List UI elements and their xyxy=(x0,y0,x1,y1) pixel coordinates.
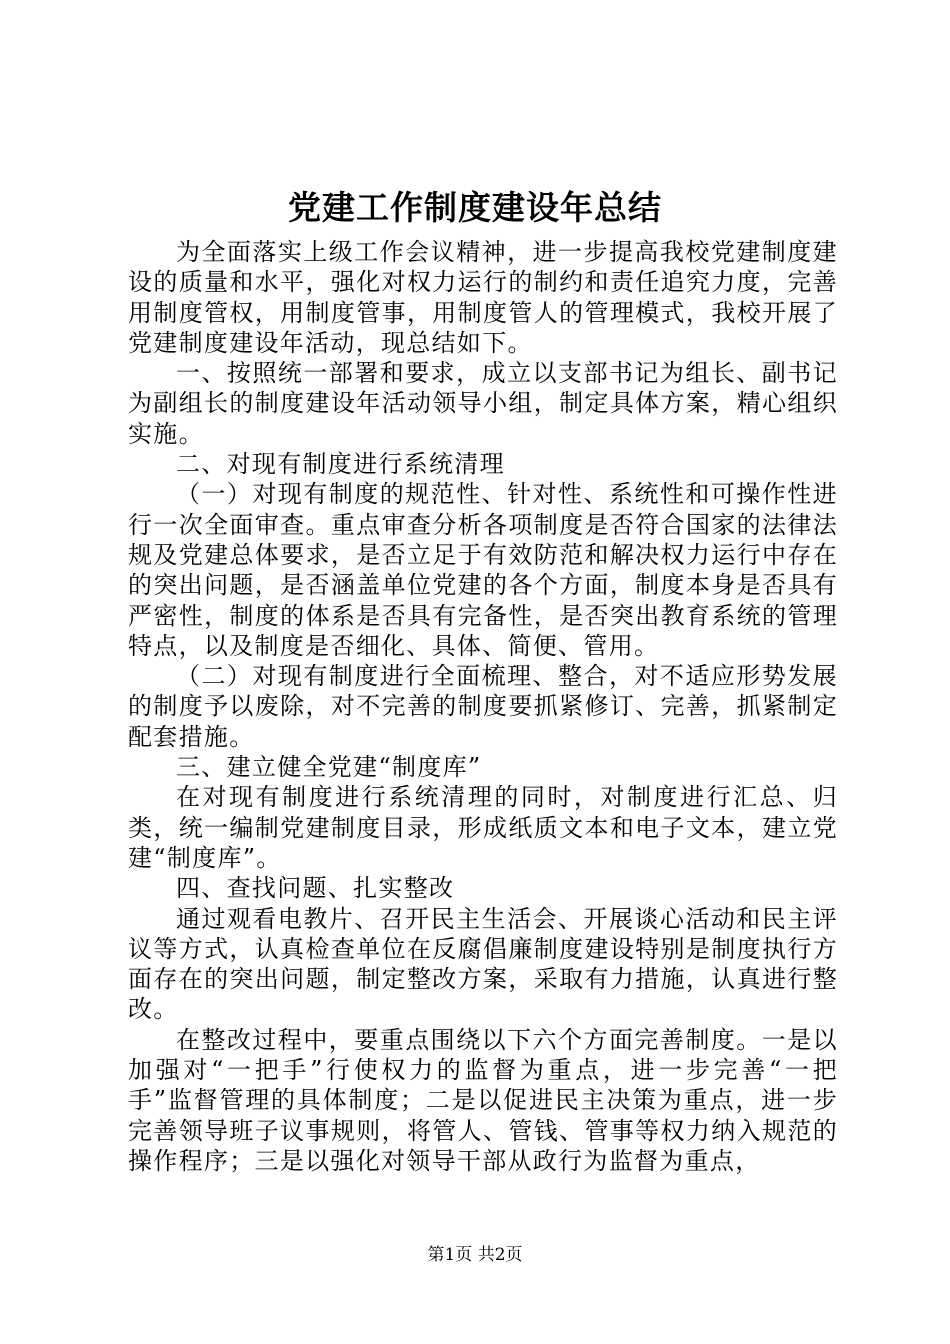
paragraph-section-3: 在对现有制度进行系统清理的同时，对制度进行汇总、归类，统一编制党建制度目录，形成纸质文本和电子文本，建立党建“制度库”。 xyxy=(128,783,838,872)
paragraph-section-4: 通过观看电教片、召开民主生活会、开展谈心活动和民主评议等方式，认真检查单位在反腐倡廉制度建设特别是制度执行方面存在的突出问题，制定整改方案，采取有力措施，认真进行整改。 xyxy=(128,904,838,1024)
section-heading-2: 二、对现有制度进行系统清理 xyxy=(176,450,505,479)
paragraph-subsection-1: （一）对现有制度的规范性、针对性、系统性和可操作性进行一次全面审查。重点审查分析各项制度是否符合国家的法律法规及党建总体要求，是否立足于有效防范和解决权力运行中存在的突出问题，是否涵盖单位党建的各个方面，制度本身是否具有严密性，制度的体系是否具有完备性，是否突出教育系统的管理特点，以及制度是否细化、具体、简便、管用。 xyxy=(128,480,838,660)
paragraph-section-1: 一、按照统一部署和要求，成立以支部书记为组长、副书记为副组长的制度建设年活动领导小组，制定具体方案，精心组织实施。 xyxy=(128,359,838,448)
paragraph-rectification: 在整改过程中，要重点围绕以下六个方面完善制度。一是以加强对“一把手”行使权力的监督为重点，进一步完善“一把手”监督管理的具体制度；二是以促进民主决策为重点，进一步完善领导班子议事规则，将管人、管钱、管事等权力纳入规范的操作程序；三是以强化对领导干部从政行为监督为重点， xyxy=(128,1025,838,1175)
paragraph-intro: 为全面落实上级工作会议精神，进一步提高我校党建制度建设的质量和水平，强化对权力运行的制约和责任追究力度，完善用制度管权，用制度管事，用制度管人的管理模式，我校开展了党建制度建设年活动，现总结如下。 xyxy=(128,238,838,357)
document-title: 党建工作制度建设年总结 xyxy=(288,188,662,227)
document-body xyxy=(128,237,838,1176)
paragraph-subsection-2: （二）对现有制度进行全面梳理、整合，对不适应形势发展的制度予以废除，对不完善的制度要抓紧修订、完善，抓紧制定配套措施。 xyxy=(128,662,838,751)
page-footer: 第1页 共2页 xyxy=(427,1245,523,1265)
section-heading-4: 四、查找问题、扎实整改 xyxy=(176,874,455,903)
section-heading-3: 三、建立健全党建“制度库” xyxy=(176,753,482,782)
